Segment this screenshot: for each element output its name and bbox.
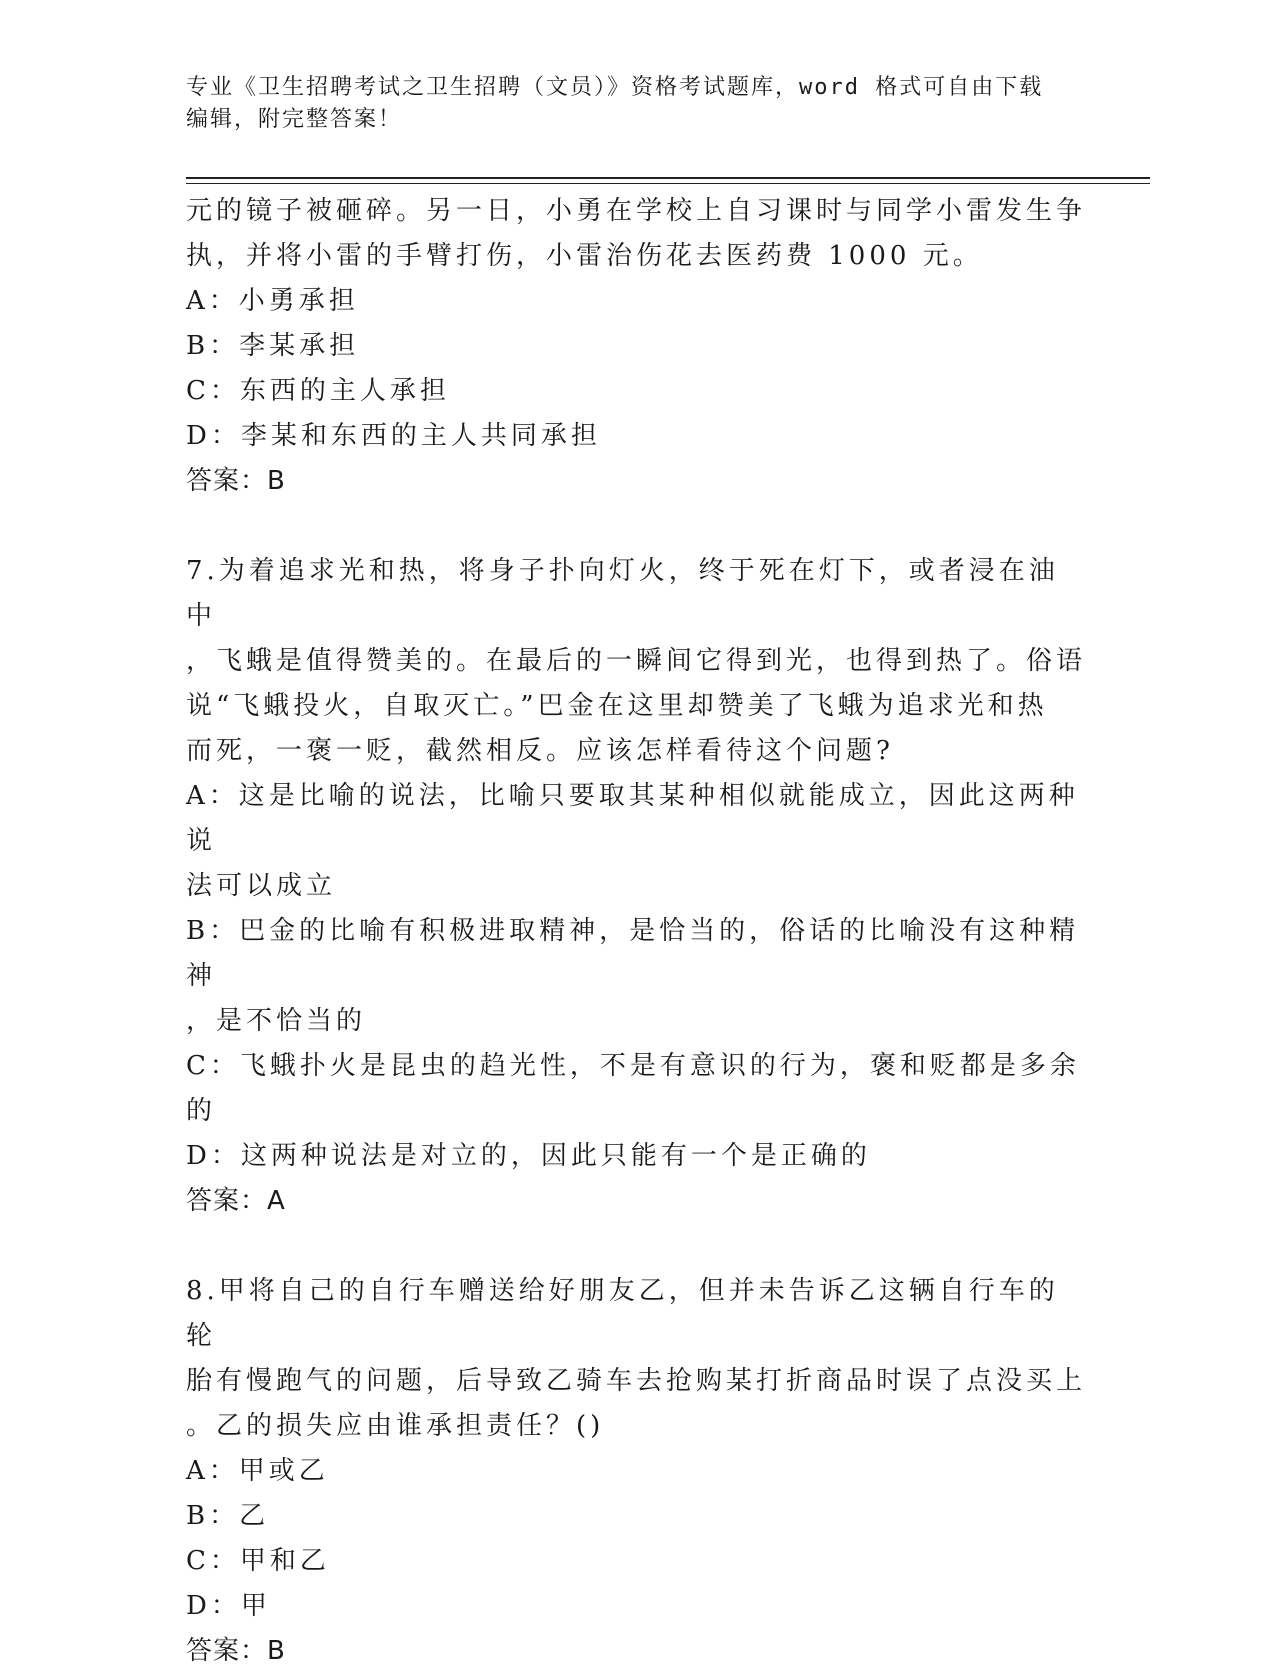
- question-stem-line: 。乙的损失应由谁承担责任？(): [186, 1411, 605, 1441]
- question-stem-line: 而死，一褒一贬，截然相反。应该怎样看待这个问题?: [186, 736, 894, 766]
- option-a: A：小勇承担: [186, 286, 359, 316]
- answer-line: 答案：B: [186, 466, 286, 496]
- question-stem-line: 执，并将小雷的手臂打伤，小雷治伤花去医药费 1000 元。: [186, 241, 983, 271]
- option-c: C：飞蛾扑火是昆虫的趋光性，不是有意识的行为，褒和贬都是多余的: [186, 1051, 1080, 1126]
- question-stem-line: 7.为着追求光和热，将身子扑向灯火，终于死在灯下，或者浸在油中: [186, 556, 1059, 631]
- option-b-continued: ，是不恰当的: [186, 1006, 367, 1036]
- answer-line: 答案：A: [186, 1186, 286, 1216]
- header-title-line2: 编辑，附完整答案！: [186, 107, 403, 132]
- question-stem-line: ，飞蛾是值得赞美的。在最后的一瞬间它得到光，也得到热了。俗语: [186, 646, 1087, 676]
- question-7: [186, 549, 1086, 1224]
- option-d: D：甲: [186, 1591, 271, 1621]
- option-b: B：李某承担: [186, 331, 360, 361]
- header-divider-thick: [186, 177, 1150, 179]
- option-d: D：这两种说法是对立的，因此只能有一个是正确的: [186, 1141, 871, 1171]
- answer-line: 答案：B: [186, 1636, 286, 1666]
- question-stem-line: 8.甲将自己的自行车赠送给好朋友乙，但并未告诉乙这辆自行车的轮: [186, 1276, 1059, 1351]
- header-divider-thin: [186, 183, 1150, 184]
- option-b: B：巴金的比喻有积极进取精神，是恰当的，俗话的比喻没有这种精神: [186, 916, 1080, 991]
- option-d: D：李某和东西的主人共同承担: [186, 421, 601, 451]
- header-title-line1: 专业《卫生招聘考试之卫生招聘（文员）》资格考试题库，word 格式可自由下载: [186, 75, 1044, 100]
- option-a: A：甲或乙: [186, 1456, 329, 1486]
- spacer: [186, 504, 1086, 549]
- question-stem-line: 胎有慢跑气的问题，后导致乙骑车去抢购某打折商品时误了点没买上: [186, 1366, 1087, 1396]
- page-content: [186, 189, 1086, 1674]
- spacer: [186, 1224, 1086, 1269]
- option-c: C：东西的主人承担: [186, 376, 450, 406]
- option-c: C：甲和乙: [186, 1546, 330, 1576]
- question-8: [186, 1269, 1086, 1674]
- page-header: [186, 72, 1066, 136]
- question-stem-line: 元的镜子被砸碎。另一日，小勇在学校上自习课时与同学小雷发生争: [186, 196, 1087, 226]
- option-a-continued: 法可以成立: [186, 871, 337, 901]
- option-b: B：乙: [186, 1501, 270, 1531]
- question-stem-line: 说“飞蛾投火，自取灭亡。”巴金在这里却赞美了飞蛾为追求光和热: [186, 691, 1048, 721]
- option-a: A：这是比喻的说法，比喻只要取其某种相似就能成立，因此这两种说: [186, 781, 1079, 856]
- question-6-continued: [186, 189, 1086, 504]
